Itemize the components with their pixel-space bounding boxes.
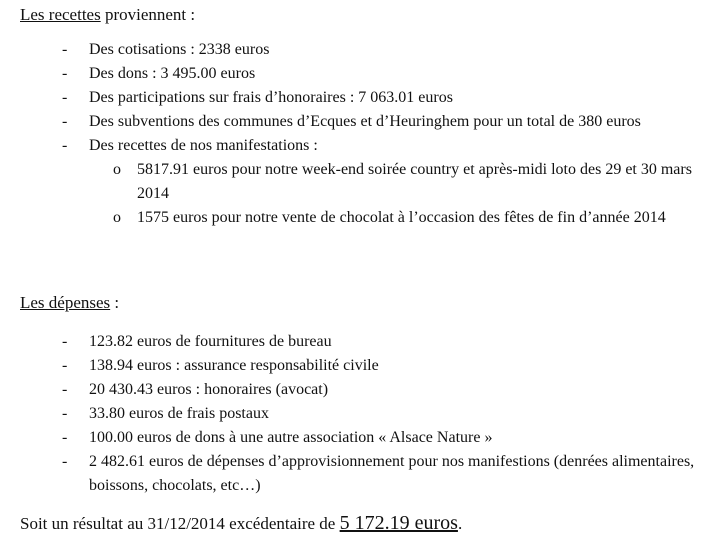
result-line — [20, 510, 462, 537]
depenses-item-text: 20 430.43 euros : honoraires (avocat) — [89, 381, 329, 398]
recettes-heading — [20, 4, 195, 26]
depenses-item-text: 100.00 euros de dons à une autre association « Alsace Nature » — [89, 429, 493, 446]
dash-bullet: - — [62, 65, 68, 82]
dash-bullet: - — [62, 405, 68, 422]
dash-bullet: - — [62, 41, 68, 58]
depenses-item-frais-postaux — [0, 402, 720, 426]
depenses-item-text: 33.80 euros de frais postaux — [89, 405, 269, 422]
recettes-item-text: Des recettes de nos manifestations : — [89, 137, 318, 154]
result-suffix: . — [457, 514, 463, 533]
recettes-heading-underlined: Les recettes — [20, 5, 101, 24]
recettes-item-dons — [0, 62, 720, 86]
recettes-item-text: Des subventions des communes d’Ecques et d’Heuringhem pour un total de 380 euros — [89, 113, 641, 130]
circle-bullet: o — [113, 161, 121, 178]
result-prefix: Soit un résultat au 31/12/2014 excédentaire de — [20, 514, 340, 533]
depenses-item-text: 123.82 euros de fournitures de bureau — [89, 333, 332, 350]
dash-bullet: - — [62, 381, 68, 398]
dash-bullet: - — [62, 453, 68, 470]
depenses-item-fournitures — [0, 330, 720, 354]
dash-bullet: - — [62, 113, 68, 130]
recettes-item-manifestations — [0, 134, 720, 230]
depenses-list — [0, 330, 720, 498]
dash-bullet: - — [62, 89, 68, 106]
recettes-list — [0, 38, 720, 230]
recettes-heading-rest: proviennent : — [100, 5, 196, 24]
manifestation-item-text: 1575 euros pour notre vente de chocolat à l’occasion des fêtes de fin d’année 2014 — [137, 209, 666, 226]
dash-bullet: - — [62, 137, 68, 154]
recettes-item-cotisations — [0, 38, 720, 62]
dash-bullet: - — [62, 357, 68, 374]
dash-bullet: - — [62, 429, 68, 446]
manifestation-item-chocolat — [89, 206, 700, 230]
depenses-item-dons-association — [0, 426, 720, 450]
dash-bullet: - — [62, 333, 68, 350]
recettes-item-text: Des cotisations : 2338 euros — [89, 41, 270, 58]
depenses-item-text: 2 482.61 euros de dépenses d’approvisionnement pour nos manifestions (denrées alimentaires, boissons, chocolats, etc…) — [89, 453, 695, 494]
depenses-item-approvisionnement — [0, 450, 720, 498]
recettes-item-participations — [0, 86, 720, 110]
recettes-item-subventions — [0, 110, 720, 134]
depenses-heading-rest: : — [110, 293, 120, 312]
result-amount: 5 172.19 euros — [339, 512, 458, 534]
manifestations-sublist — [89, 158, 700, 230]
depenses-item-honoraires — [0, 378, 720, 402]
manifestation-item-text: 5817.91 euros pour notre week-end soirée country et après-midi loto des 29 et 30 mars 2014 — [137, 161, 692, 202]
recettes-item-text: Des dons : 3 495.00 euros — [89, 65, 256, 82]
circle-bullet: o — [113, 209, 121, 226]
depenses-item-assurance — [0, 354, 720, 378]
manifestation-item-country-loto — [89, 158, 700, 206]
recettes-item-text: Des participations sur frais d’honoraires : 7 063.01 euros — [89, 89, 453, 106]
depenses-item-text: 138.94 euros : assurance responsabilité civile — [89, 357, 379, 374]
depenses-heading-underlined: Les dépenses — [20, 293, 111, 312]
depenses-heading — [20, 292, 119, 314]
